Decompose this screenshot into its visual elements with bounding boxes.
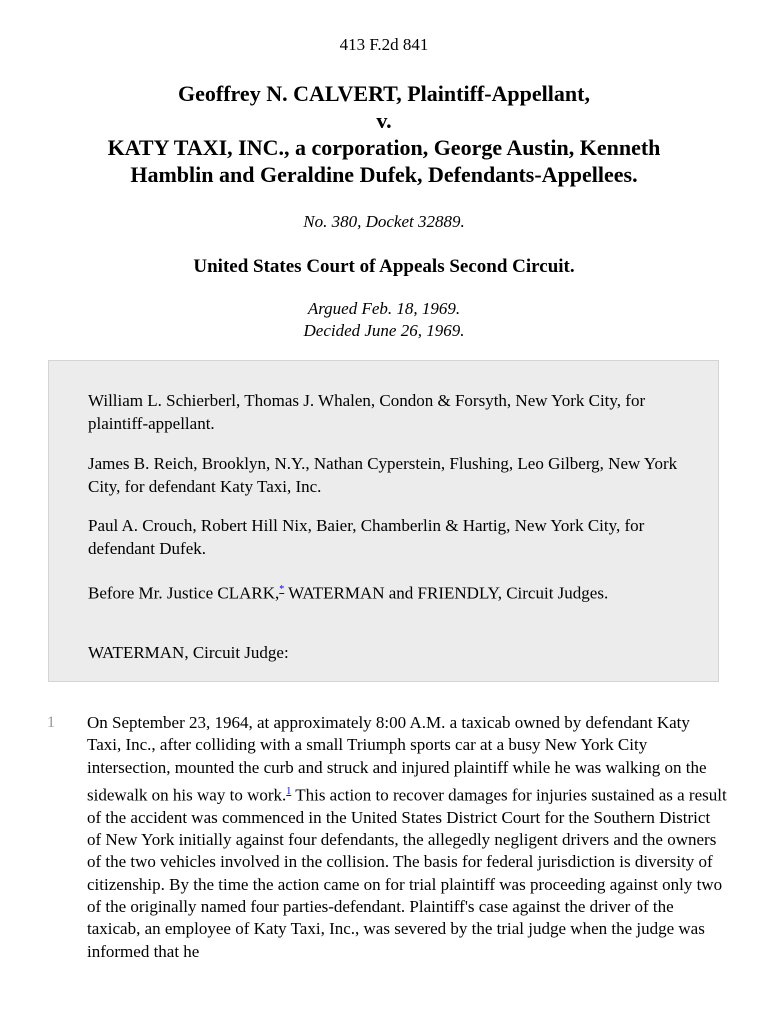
case-dates	[0, 298, 768, 342]
case-caption	[40, 80, 728, 188]
opinion-author: WATERMAN, Circuit Judge:	[88, 643, 289, 662]
opinion-paragraph	[87, 712, 727, 963]
footnote-star-link[interactable]: *	[279, 584, 285, 595]
counsel-panel	[48, 360, 719, 682]
docket-number: No. 380, Docket 32889.	[303, 212, 465, 231]
counsel-appellant: William L. Schierberl, Thomas J. Whalen, Condon & Forsyth, New York City, for plaintiff-appellant.	[88, 391, 646, 433]
panel-before-text: Before Mr. Justice CLARK,	[88, 583, 280, 603]
plaintiff-line: Geoffrey N. CALVERT, Plaintiff-Appellant,	[178, 81, 590, 106]
defendants-line-1: KATY TAXI, INC., a corporation, George Austin, Kenneth	[107, 135, 661, 160]
case-citation: 413 F.2d 841	[339, 35, 429, 54]
paragraph-number: 1	[47, 714, 55, 731]
counsel-katy-taxi: James B. Reich, Brooklyn, N.Y., Nathan Cyperstein, Flushing, Leo Gilberg, New York City, for defendant Katy Taxi, Inc.	[88, 454, 678, 496]
footnote-1-link[interactable]: 1	[286, 785, 292, 797]
court-name: United States Court of Appeals Second Circuit.	[193, 256, 575, 277]
panel-after-text: WATERMAN and FRIENDLY, Circuit Judges.	[284, 583, 609, 603]
argued-date: Argued Feb. 18, 1969.	[307, 299, 461, 318]
opinion-text-part-1: On September 23, 1964, at approximately 8:00 A.M. a taxicab owned by defendant Katy Taxi, Inc., after colliding with a small Triumph sports car at a busy New York City intersection, mounted the curb and struck and injured plaintiff while he was walking on the sidewalk on his way to work.	[87, 713, 707, 805]
defendants-line-2: Hamblin and Geraldine Dufek, Defendants-Appellees.	[130, 162, 638, 187]
decided-date: Decided June 26, 1969.	[303, 321, 465, 340]
panel-judges	[88, 577, 688, 605]
counsel-dufek: Paul A. Crouch, Robert Hill Nix, Baier, Chamberlin & Hartig, New York City, for defendant Dufek.	[88, 516, 645, 558]
opinion-text-part-2: This action to recover damages for injuries sustained as a result of the accident was commenced in the United States District Court for the Southern District of New York initially against four defendants, the allegedly negligent drivers and the owners of the two vehicles involved in the collision. The basis for federal jurisdiction is diversity of citizenship. By the time the action came on for trial plaintiff was proceeding against only two of the originally named four parties-defendant. Plaintiff's case against the driver of the taxicab, an employee of Katy Taxi, Inc., was severed by the trial judge when the judge was informed that he	[87, 785, 727, 961]
versus-line: v.	[376, 108, 392, 133]
